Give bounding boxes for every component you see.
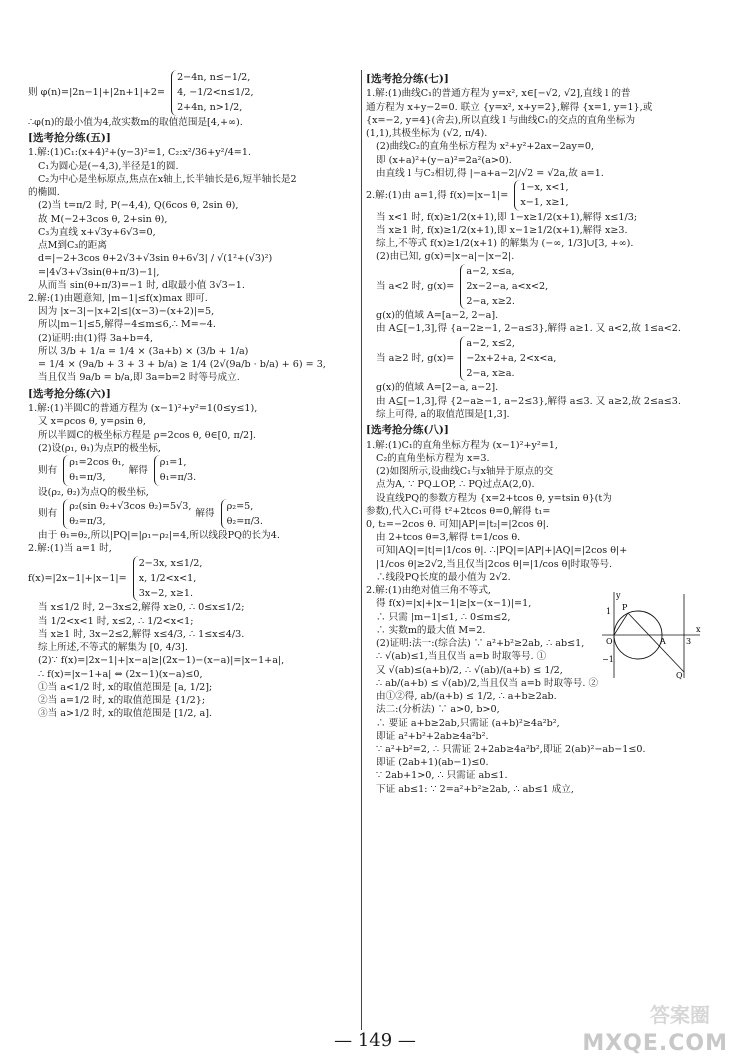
text-line: 解得: [195, 508, 215, 520]
text-line: =|4√3+√3sin(θ+π/3)−1|,: [38, 266, 160, 278]
watermark-logo: 答案圈: [650, 1003, 710, 1027]
text-line: C₂为中心是坐标原点,焦点在x轴上,长半轴长是6,短半轴长是2: [38, 173, 297, 185]
text-line: 所以 3/b + 1/a = 1/4 × (3a+b) × (3/b + 1/a): [38, 345, 249, 357]
text-line: a−2, x≤2,: [466, 337, 515, 349]
label-one: 1: [606, 607, 612, 616]
text-line: 可知|AQ|=|t|=|1/cos θ|. ∴|PQ|=|AP|+|AQ|=|2cos θ|+: [376, 545, 628, 557]
section-heading: [选考抢分练(八)]: [366, 424, 449, 437]
g-piecewise-a-lt-2: [366, 264, 728, 310]
page-number: — 149 —: [334, 1030, 416, 1051]
piecewise-brace: [133, 556, 203, 602]
watermark-url: MXQE.COM: [582, 1031, 728, 1056]
text-line: 参数),代入C₁可得 t²+2tcos θ=0,解得 t₁=: [366, 505, 551, 517]
text-line: 又 x=ρcos θ, y=ρsin θ,: [38, 416, 146, 428]
label-a: A: [660, 637, 666, 646]
text-line: ∵ a²+b²=2, ∴ 只需证 2+2ab≥4a²b²,即证 2(ab)²−ab−1≤0.: [376, 743, 646, 755]
text-line: 设直线PQ的参数方程为 {x=2+tcos θ, y=tsin θ}(t为: [376, 492, 612, 504]
right-column: [366, 70, 728, 1025]
text-line: θ₂=π/3.: [226, 516, 263, 527]
g-piecewise-a-ge-2: [366, 336, 728, 382]
label-q: Q: [676, 671, 683, 680]
text-line: 2.解:(1)由题意知, |m−1|≤f(x)max 即可.: [28, 293, 208, 304]
label-minus-one: −1: [602, 655, 614, 664]
f-piecewise: [28, 556, 358, 602]
text-line: ρ₂=5,: [226, 500, 254, 512]
text-line: ②当 a=1/2 时, x的取值范围是 {1/2};: [38, 695, 206, 707]
text-line: 当 a≥2 时, g(x)=: [376, 352, 455, 364]
label-three: 3: [686, 637, 692, 646]
text-line: 综上可得, a的取值范围是[1,3].: [376, 408, 510, 420]
text-line: (2)∵ f(x)=|2x−1|+|x−a|≥|(2x−1)−(x−a)|=|x−1+a|,: [38, 655, 285, 667]
column-divider: [361, 70, 362, 1030]
text-line: 所以|m−1|≤5,解得−4≤m≤6,∴ M=−4.: [38, 319, 216, 331]
text-line: 当 x≥1 时, f(x)≥1/2(x+1),即 x−1≥1/2(x+1),解得 x≥3.: [376, 224, 628, 236]
text-line: ∴ 只需 |m−1|≤1, ∴ 0≤m≤2,: [376, 611, 511, 623]
polar-system-q: [28, 499, 358, 529]
text-line: 由 A⊆[−1,3],得 {2−a≥−1, a−2≤3},解得 a≤3. 又 a≥2,故 2≤a≤3.: [376, 395, 681, 407]
text-line: 因为 |x−3|−|x+2|≤|(x−3)−(x+2)|=5,: [38, 306, 215, 318]
text-line: 2.解:(1)由绝对值三角不等式,: [366, 585, 491, 597]
text-line: ∴ ab/(a+b) ≤ √(ab)/2,当且仅当 a=b 时取等号. ②: [376, 677, 599, 689]
text-line: 4, −1/2<n≤1/2,: [177, 87, 254, 99]
phi-piecewise: [28, 70, 358, 116]
text-line: ∴φ(n)的最小值为4,故实数m的取值范围是[4,+∞).: [28, 116, 243, 128]
text-line: ∴ 实数m的最大值 M=2.: [376, 624, 486, 636]
text-line: 由 2+tcos θ=3,解得 t=1/cos θ.: [376, 532, 521, 544]
piecewise-brace: [514, 180, 568, 210]
left-column: [28, 70, 358, 1025]
text-line: 当 a<2 时, g(x)=: [376, 280, 455, 292]
label-p: P: [622, 603, 628, 612]
text-line: 即证 a²+b²+2ab≥4a²b².: [376, 730, 489, 742]
text-line: 由于 θ₁=θ₂,所以|PQ|=|ρ₁−ρ₂|=4,所以线段PQ的长为4.: [38, 530, 280, 542]
text-line: 则 φ(n)=|2n−1|+|2n+1|+2=: [28, 87, 166, 99]
text-line: (2)当 t=π/2 时, P(−4,4), Q(6cos θ, 2sin θ),: [38, 200, 239, 212]
piecewise-brace: [460, 264, 548, 310]
text-line: ∴线段PQ长度的最小值为 2√2.: [376, 571, 511, 583]
text-line: C₂的直角坐标方程为 x=3.: [376, 452, 490, 464]
text-line: 即证 (2ab+1)(ab−1)≤0.: [376, 757, 489, 769]
segment-pq: [628, 613, 684, 672]
text-line: 的椭圆.: [28, 187, 60, 199]
text-line: 2−a, x≥a.: [466, 368, 515, 380]
text-line: 当 x<1 时, f(x)≥1/2(x+1),即 1−x≥1/2(x+1),解得 x≤1/3;: [376, 211, 638, 223]
text-line: 3x−2, x≥1.: [138, 588, 194, 600]
text-line: 由①②得, ab/(a+b) ≤ 1/2, ∴ a+b≥2ab.: [376, 691, 557, 703]
text-line: (2)设(ρ₁, θ₁)为点P的极坐标,: [38, 442, 161, 454]
text-line: = 1/4 × (9a/b + 3 + 3 + b/a) ≥ 1/4 (2√(9a/b · b/a) + 6) = 3,: [38, 359, 326, 371]
text-line: 1.解:(1)半圆C的普通方程为 (x−1)²+y²=1(0≤y≤1),: [28, 403, 258, 415]
text-line: 则有: [38, 464, 58, 476]
text-line: (1,1),其极坐标为 (√2, π/4).: [366, 128, 488, 140]
text-line: (2)证明:由(1)得 3a+b=4,: [38, 332, 154, 344]
text-line: 1.解:(1)C₁:(x+4)²+(y−3)²=1, C₂:x²/36+y²/4=1.: [28, 147, 251, 159]
text-line: g(x)的值域 A=[2−a, a−2].: [376, 382, 499, 394]
label-y: y: [616, 591, 621, 600]
text-line: f(x)=|2x−1|+|x−1|=: [28, 572, 127, 584]
text-line: a−2, x≤a,: [466, 265, 515, 277]
text-line: −2x+2+a, 2<x<a,: [466, 352, 557, 364]
section-heading: [选考抢分练(五)]: [28, 131, 111, 144]
polar-system-p: [28, 455, 358, 485]
text-line: 当 1/2<x<1 时, x≤2, ∴ 1/2<x<1;: [38, 615, 194, 627]
text-line: 当 x≤1/2 时, 2−3x≤2,解得 x≥0, ∴ 0≤x≤1/2;: [38, 602, 245, 614]
segment-op: [614, 613, 628, 635]
text-line: 故 M(−2+3cos θ, 2+sin θ),: [38, 213, 168, 225]
circle-figure: [600, 590, 704, 680]
text-line: ρ₁=2cos θ₁,: [69, 457, 125, 469]
text-line: (2)如图所示,设曲线C₁与x轴异于原点的交: [376, 466, 554, 478]
label-x: x: [696, 625, 701, 634]
text-line: 得 f(x)=|x|+|x−1|≥|x−(x−1)|=1,: [376, 598, 532, 610]
text-line: 2.解:(1)当 a=1 时,: [28, 543, 112, 555]
text-line: θ₁=π/3,: [69, 472, 106, 484]
text-line: 点M到C₃的距离: [38, 240, 107, 252]
text-line: 即 (x+a)²+(y−a)²=2a²(a>0).: [376, 154, 512, 166]
text-line: C₁为圆心是(−4,3),半径是1的圆.: [38, 160, 179, 172]
text-line: 由 A⊆[−1,3],得 {a−2≥−1, 2−a≤3},解得 a≥1. 又 a<2,故 1≤a<2.: [376, 323, 681, 335]
text-line: 综上,不等式 f(x)≥1/2(x+1) 的解集为 (−∞, 1/3]∪[3, +∞).: [376, 238, 634, 250]
label-origin: O: [606, 637, 613, 646]
text-line: 所以半圆C的极坐标方程是 ρ=2cos θ, θ∈[0, π/2].: [38, 429, 256, 441]
abs-piecewise: [366, 180, 728, 210]
text-line: θ₁=π/3.: [159, 472, 197, 484]
text-line: 设(ρ₂, θ₂)为点Q的极坐标,: [38, 486, 149, 498]
section-heading: [选考抢分练(六)]: [28, 387, 111, 400]
text-line: ∴ √(ab)≤1,当且仅当 a=b 时取等号. ①: [376, 651, 547, 663]
text-line: 0, t₂=−2cos θ. 可知|AP|=|t₂|=|2cos θ|.: [366, 519, 549, 530]
text-line: g(x)的值域 A=[a−2, 2−a].: [376, 310, 499, 322]
text-line: 1.解:(1)曲线C₁的普通方程为 y=x², x∈[−√2, √2],直线 l 的普: [366, 88, 631, 100]
text-line: 2x−2−a, a<x<2,: [466, 280, 549, 292]
text-line: x−1, x≥1,: [520, 197, 569, 209]
text-line: 从而当 sin(θ+π/3)=−1 时, d取最小值 3√3−1.: [38, 279, 245, 291]
text-line: 当 x≥1 时, 3x−2≤2,解得 x≤4/3, ∴ 1≤x≤4/3.: [38, 628, 245, 640]
text-line: (2)曲线C₂的直角坐标方程为 x²+y²+2ax−2ay=0,: [376, 141, 595, 153]
text-line: 由直线 l 与C₂相切,得 |−a+a−2|/√2 = √2a,故 a=1.: [376, 167, 604, 179]
piecewise-brace: [171, 70, 253, 116]
text-line: 1−x, x<1,: [520, 182, 569, 194]
piecewise-brace: [460, 336, 556, 382]
text-line: ③当 a>1/2 时, x的取值范围是 [1/2, a].: [38, 708, 212, 720]
text-line: 综上所述,不等式的解集为 [0, 4/3].: [38, 642, 188, 654]
text-line: 当且仅当 9a/b = b/a,即 3a=b=2 时等号成立.: [38, 372, 240, 384]
text-line: 通方程为 x+y−2=0. 联立 {y=x², x+y=2},解得 {x=1, y=1},或: [366, 101, 653, 113]
text-line: ∵ 2ab+1>0, ∴ 只需证 ab≤1.: [376, 770, 508, 782]
text-line: d=|−2+3cos θ+2√3+√3sin θ+6√3| / √(1²+(√3)²): [38, 253, 273, 265]
system-brace: [63, 455, 124, 485]
text-line: 2+4n, n>1/2,: [177, 102, 243, 114]
text-line: ρ₂(sin θ₂+√3cos θ₂)=5√3,: [69, 500, 192, 512]
system-brace: [63, 499, 191, 529]
text-line: 法二:(分析法) ∵ a>0, b>0,: [376, 704, 500, 716]
text-line: 1.解:(1)C₁的直角坐标方程为 (x−1)²+y²=1,: [366, 439, 558, 451]
text-line: θ₂=π/3,: [69, 516, 106, 527]
text-line: 2−3x, x≤1/2,: [138, 557, 203, 569]
text-line: (2)由已知, g(x)=|x−a|−|x−2|.: [376, 251, 515, 263]
text-line: 则有: [38, 508, 58, 520]
system-brace: [154, 455, 196, 485]
text-line: 下证 ab≤1: ∵ 2=a²+b²≥2ab, ∴ ab≤1 成立,: [376, 783, 574, 795]
text-line: ρ₁=1,: [159, 457, 187, 469]
text-line: 2.解:(1)由 a=1,得 f(x)=|x−1|=: [366, 189, 509, 201]
text-line: ①当 a<1/2 时, x的取值范围是 [a, 1/2];: [38, 681, 213, 693]
system-brace: [221, 499, 263, 529]
text-line: 又 √(ab)≤(a+b)/2, ∴ √(ab)/(a+b) ≤ 1/2,: [376, 664, 563, 676]
text-line: |1/cos θ|≥2√2,当且仅当|2cos θ|=|1/cos θ|时取等号.: [376, 558, 613, 570]
section-heading: [选考抢分练(七)]: [366, 73, 449, 85]
text-line: C₃为直线 x+√3y+6√3=0,: [38, 226, 156, 238]
text-line: ∴ f(x)=|x−1+a| ⇔ (2x−1)(x−a)≤0,: [38, 668, 203, 680]
text-line: 2−a, x≥2.: [466, 296, 515, 307]
text-line: 2−4n, n≤−1/2,: [177, 72, 251, 83]
text-line: (2)证明:法一:(综合法) ∵ a²+b²≥2ab, ∴ ab≤1,: [376, 638, 585, 650]
text-line: {x=−2, y=4}(舍去),所以直线 l 与曲线C₁的交点的直角坐标为: [366, 114, 636, 126]
text-line: x, 1/2<x<1,: [138, 572, 197, 584]
text-line: 点为A, ∵ PQ⊥OP, ∴ PQ过点A(2,0).: [376, 479, 535, 491]
text-line: ∴ 要证 a+b≥2ab,只需证 (a+b)²≥4a²b²,: [376, 717, 560, 729]
text-line: 解得: [128, 464, 148, 476]
